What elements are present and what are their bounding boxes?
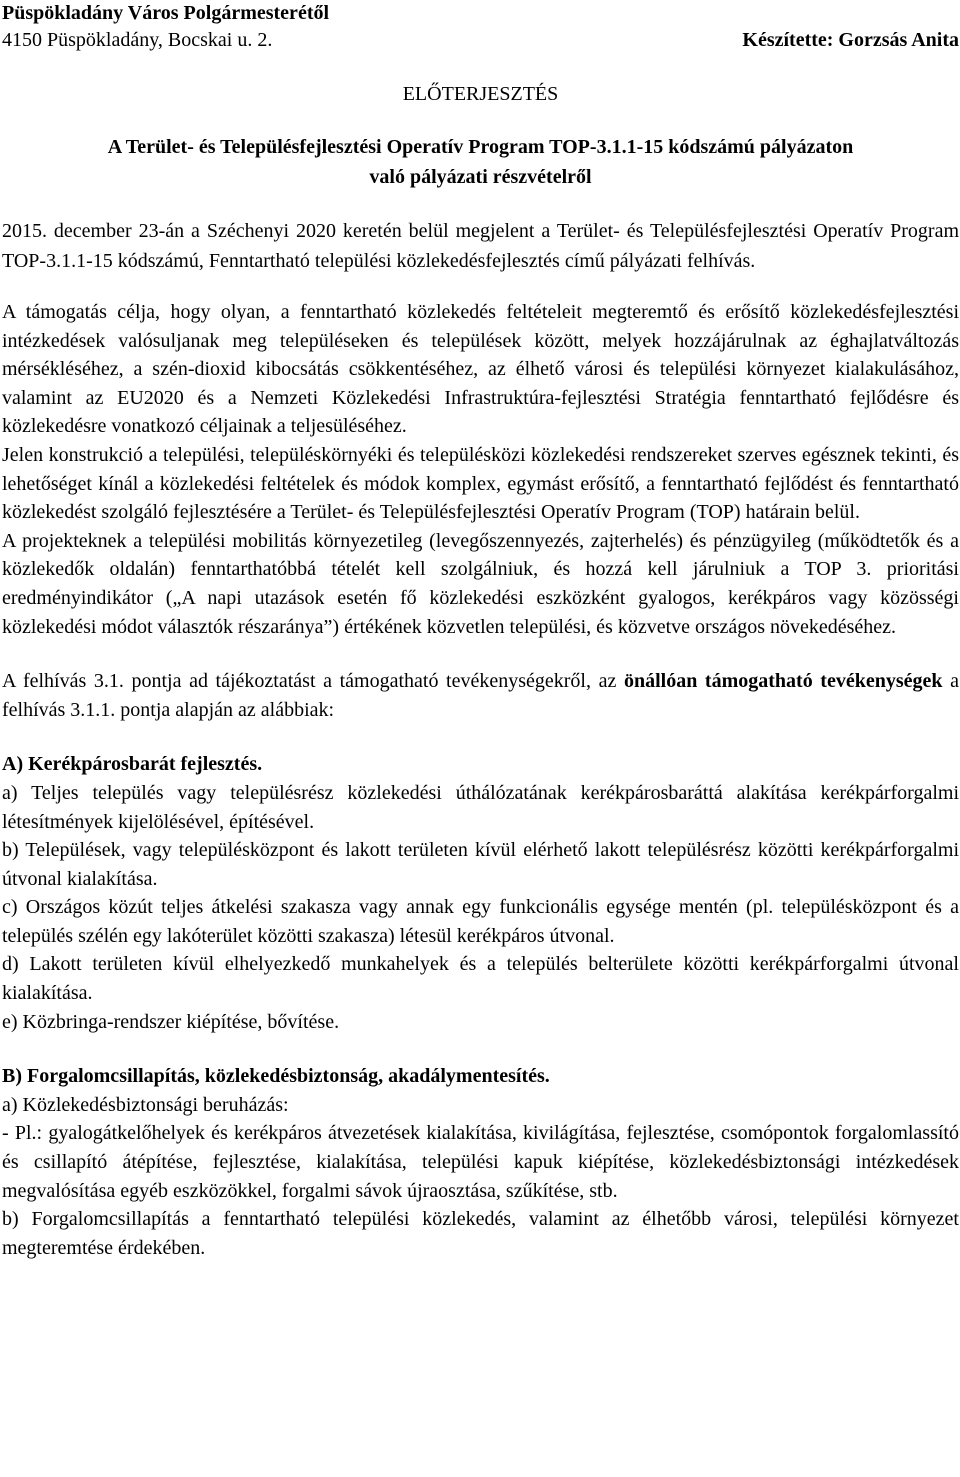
section-a <box>2 750 959 1036</box>
call-paragraph <box>2 667 959 724</box>
section-a-title: A) Kerékpárosbarát fejlesztés. <box>2 753 263 776</box>
section-a-item: d) Lakott területen kívül elhelyezkedő munkahelyek és a település belterülete közötti kerékpárforgalmi útvonal kialakítása. <box>2 953 959 1005</box>
call-text-before: A felhívás 3.1. pontja ad tájékoztatást a támogatható tevékenységekről, az <box>2 670 624 693</box>
section-a-item: a) Teljes település vagy településrész közlekedési úthálózatának kerékpárosbaráttá alakítása kerékpárforgalmi létesítmények kijelölésével, építésével. <box>2 781 959 833</box>
prepared-by: Készítette: Gorzsás Anita <box>742 29 959 51</box>
intro-paragraph: 2015. december 23-án a Széchenyi 2020 keretén belül megjelent a Terület- és Településfejlesztési Operatív Program TOP-3.1.1-15 kódszámú, Fenntartható települési közlekedésfejlesztés című pályázati felhívás. <box>2 220 959 272</box>
section-a-item: b) Települések, vagy településközpont és lakott területen kívül elérhető lakott településrész közötti kerékpárforgalmi útvonal kialakítása. <box>2 839 959 890</box>
section-b-item: a) Közlekedésbiztonsági beruházás: <box>2 1093 289 1116</box>
document-subject <box>2 132 959 192</box>
document-type-title: ELŐTERJESZTÉS <box>402 83 559 105</box>
section-b-title: B) Forgalomcsillapítás, közlekedésbiztonság, akadálymentesítés. <box>2 1065 550 1088</box>
section-b-item: b) Forgalomcsillapítás a fenntartható települési közlekedés, valamint az élhetőbb városi, települési környezet megteremtése érdekében. <box>2 1208 959 1259</box>
section-b-item: - Pl.: gyalogátkelőhelyek és kerékpáros átvezetések kialakítása, kivilágítása, fejlesztése, csomópontok forgalomlassító és csillapító átépítése, fejlesztése, kialakítása, települési kapuk kiépítése, közlekedésbiztonsági intézkedések megvalósítása egyéb eszközökkel, forgalmi sávok újraosztása, szűkítése, stb. <box>2 1122 959 1202</box>
document-header <box>2 0 959 54</box>
section-a-item: c) Országos közút teljes átkelési szakasza vagy annak egy funkcionális egysége mentén (pl. településközpont és a település szélén egy lakóterület közötti szakasza) létesül kerékpáros útvonal. <box>2 896 959 947</box>
section-a-item: e) Közbringa-rendszer kiépítése, bővítése. <box>2 1010 340 1033</box>
call-text-after: a felhívás 3.1.1. pontja alapján az alábbiak: <box>2 670 959 721</box>
projects-paragraph: A projekteknek a települési mobilitás környezetileg (levegőszennyezés, zajterhelés) és pénzügyileg (működtetők és a közlekedők oldalán) fenntarthatóbbá tételét kell szolgálniuk, és hozzá kell járulniuk a TOP 3. prioritási eredményindikátor („A napi utazások esetén fő közlekedési eszközként gyalogos, kerékpáros vagy közösségi közlekedési módot választók részaránya”) értékének közvetlen települési, és közvetve országos növekedéséhez. <box>2 529 959 638</box>
organization-address: 4150 Püspökladány, Bocskai u. 2. <box>2 29 273 51</box>
call-bold-text: önállóan támogatható tevékenységek <box>623 670 943 693</box>
construction-paragraph: Jelen konstrukció a települési, településkörnyéki és településközi közlekedési rendszereket szerves egésznek tekinti, és lehetőséget kínál a közlekedési feltételek és módok komplex, egymást erősítő, a fenntartható fejlődést és fenntartható közlekedést szolgáló fejlesztésére a Terület- és Településfejlesztési Operatív Program (TOP) határain belül. <box>2 443 959 524</box>
purpose-paragraph: A támogatás célja, hogy olyan, a fenntartható közlekedés feltételeit megteremtő és erősítő közlekedésfejlesztési intézkedések valósuljanak meg településeken és települések között, melyek hozzájárulnak az éghajlatváltozás mérsékléséhez, a szén-dioxid kibocsátás csökkentéséhez, az élhető városi és települési környezet kialakulásához, valamint az EU2020 és a Nemzeti Közlekedési Infrastruktúra-fejlesztési Stratégia fenntartható fejlődésre és közlekedésre vonatkozó céljainak a teljesüléséhez. <box>2 301 959 438</box>
organization-name: Püspökladány Város Polgármesterétől <box>2 2 330 24</box>
section-b <box>2 1062 959 1262</box>
header-address-row <box>2 27 959 54</box>
subject-line-1: A Terület- és Településfejlesztési Operatív Program TOP-3.1.1-15 kódszámú pályázaton <box>107 136 854 158</box>
subject-line-2: való pályázati részvételről <box>369 166 592 188</box>
